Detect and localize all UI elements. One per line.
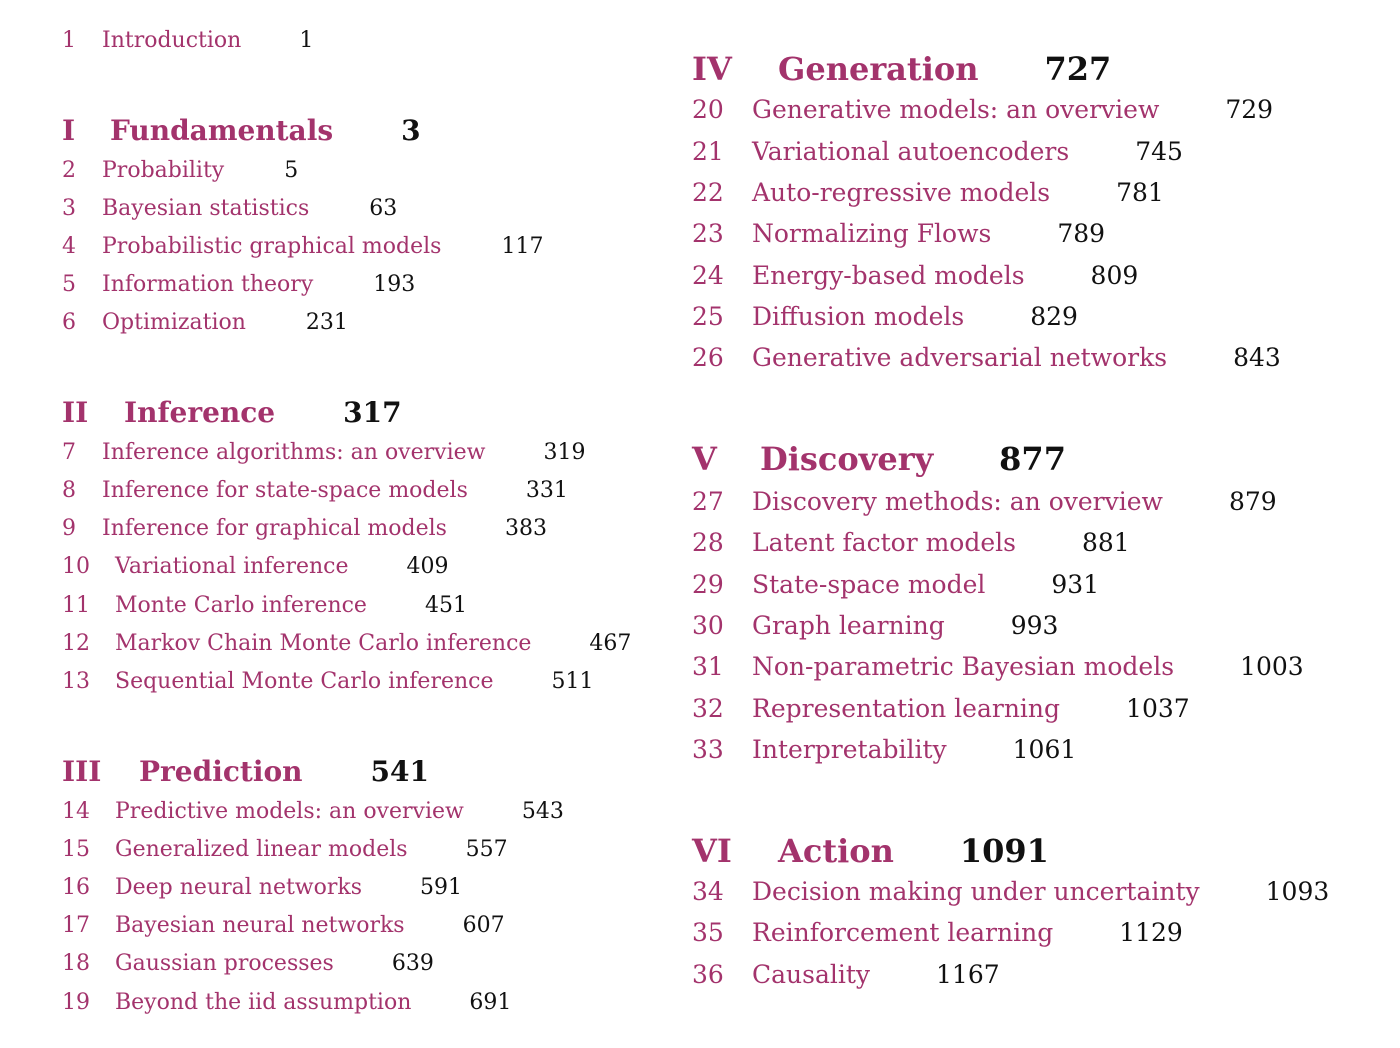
toc-entry[interactable] xyxy=(692,611,1058,640)
toc-entry[interactable] xyxy=(692,735,1076,764)
part-title: Generation xyxy=(778,50,979,88)
chapter-number: 20 xyxy=(692,95,724,124)
chapter-title: Auto-regressive models xyxy=(752,178,1051,207)
toc-entry[interactable] xyxy=(62,234,543,259)
part-number: II xyxy=(62,396,89,429)
chapter-number: 14 xyxy=(62,799,90,824)
toc-entry[interactable] xyxy=(692,652,1304,681)
chapter-title: Representation learning xyxy=(752,694,1061,723)
toc-entry[interactable] xyxy=(62,799,564,824)
page-number: 843 xyxy=(1233,343,1281,372)
chapter-number: 17 xyxy=(62,913,90,938)
chapter-title: Bayesian statistics xyxy=(102,196,310,221)
toc-entry[interactable] xyxy=(62,951,434,976)
chapter-title: Generative models: an overview xyxy=(752,95,1160,124)
page-number: 691 xyxy=(469,990,512,1015)
chapter-number: 29 xyxy=(692,570,724,599)
part-heading-generation[interactable] xyxy=(692,50,1111,88)
chapter-title: Discovery methods: an overview xyxy=(752,487,1163,516)
page-number: 231 xyxy=(305,310,348,335)
chapter-number: 9 xyxy=(62,516,76,541)
page-number: 1129 xyxy=(1119,918,1183,947)
chapter-number: 8 xyxy=(62,478,76,503)
page-number: 511 xyxy=(551,669,594,694)
chapter-number: 18 xyxy=(62,951,90,976)
chapter-title: Variational autoencoders xyxy=(752,137,1070,166)
chapter-title: Generalized linear models xyxy=(115,837,408,862)
page-number: 409 xyxy=(406,554,449,579)
toc-entry[interactable] xyxy=(692,95,1273,124)
toc-entry[interactable] xyxy=(692,261,1138,290)
chapter-number: 31 xyxy=(692,652,724,681)
part-heading-prediction[interactable] xyxy=(62,755,429,788)
page-number: 1167 xyxy=(936,960,1000,989)
page-number: 1061 xyxy=(1012,735,1077,764)
toc-entry-introduction[interactable] xyxy=(62,28,313,53)
page-number: 541 xyxy=(370,755,429,788)
chapter-number: 15 xyxy=(62,837,90,862)
chapter-title: Information theory xyxy=(102,272,314,297)
chapter-number: 19 xyxy=(62,990,90,1015)
chapter-number: 3 xyxy=(62,196,76,221)
page-number: 331 xyxy=(525,478,568,503)
chapter-number: 6 xyxy=(62,310,76,335)
page-number: 745 xyxy=(1135,137,1183,166)
chapter-number: 24 xyxy=(692,261,724,290)
chapter-title: Inference for state-space models xyxy=(102,478,468,503)
chapter-number: 2 xyxy=(62,158,76,183)
page-number: 117 xyxy=(501,234,544,259)
chapter-title: Non-parametric Bayesian models xyxy=(752,652,1175,681)
toc-entry[interactable] xyxy=(62,593,467,618)
page-number: 5 xyxy=(284,158,299,183)
chapter-number: 12 xyxy=(62,631,90,656)
chapter-title: Predictive models: an overview xyxy=(115,799,464,824)
toc-entry[interactable] xyxy=(62,913,505,938)
toc-entry[interactable] xyxy=(62,272,415,297)
chapter-number: 26 xyxy=(692,343,724,372)
chapter-title: Inference algorithms: an overview xyxy=(102,440,486,465)
chapter-number: 10 xyxy=(62,554,90,579)
chapter-number: 25 xyxy=(692,302,724,331)
toc-entry[interactable] xyxy=(62,875,462,900)
page-number: 383 xyxy=(504,516,547,541)
chapter-title: Interpretability xyxy=(752,735,947,764)
chapter-number: 28 xyxy=(692,528,724,557)
toc-entry[interactable] xyxy=(692,302,1078,331)
chapter-title: Normalizing Flows xyxy=(752,219,992,248)
part-heading-inference[interactable] xyxy=(62,396,402,429)
page-number: 1091 xyxy=(959,832,1049,870)
toc-entry[interactable] xyxy=(692,694,1190,723)
toc-entry[interactable] xyxy=(62,158,298,183)
page-number: 467 xyxy=(589,631,632,656)
toc-entry[interactable] xyxy=(692,219,1105,248)
page-number: 781 xyxy=(1116,178,1164,207)
chapter-title: Monte Carlo inference xyxy=(115,593,367,618)
chapter-title: Latent factor models xyxy=(752,528,1016,557)
page-number: 193 xyxy=(373,272,416,297)
part-heading-fundamentals[interactable] xyxy=(62,114,421,147)
page-number: 789 xyxy=(1057,219,1106,248)
chapter-number: 21 xyxy=(692,137,724,166)
toc-entry[interactable] xyxy=(62,310,348,335)
chapter-title: Graph learning xyxy=(752,611,945,640)
toc-entry[interactable] xyxy=(692,178,1164,207)
chapter-title: Inference for graphical models xyxy=(102,516,447,541)
chapter-title: Probabilistic graphical models xyxy=(102,234,442,259)
page-number: 809 xyxy=(1090,261,1139,290)
chapter-title: Variational inference xyxy=(115,554,349,579)
chapter-title: State-space model xyxy=(752,570,986,599)
toc-entry[interactable] xyxy=(62,554,449,579)
page-number: 1093 xyxy=(1265,877,1330,906)
part-title: Fundamentals xyxy=(110,114,334,147)
page-number: 451 xyxy=(424,593,467,618)
part-number: V xyxy=(692,440,717,478)
chapter-number: 4 xyxy=(62,234,76,259)
toc-entry[interactable] xyxy=(692,137,1183,166)
page-number: 879 xyxy=(1228,487,1277,516)
chapter-number: 11 xyxy=(62,593,90,618)
chapter-number: 34 xyxy=(692,877,724,906)
page-number: 829 xyxy=(1030,302,1078,331)
page-number: 319 xyxy=(543,440,586,465)
toc-entry[interactable] xyxy=(692,343,1281,372)
chapter-title: Causality xyxy=(752,960,871,989)
page-number: 729 xyxy=(1225,95,1274,124)
part-title: Inference xyxy=(124,396,276,429)
toc-entry[interactable] xyxy=(62,196,397,221)
chapter-number: 27 xyxy=(692,487,724,516)
toc-entry[interactable] xyxy=(62,837,508,862)
part-number: III xyxy=(62,755,102,788)
part-title: Action xyxy=(778,832,894,870)
toc-entry[interactable] xyxy=(692,877,1329,906)
toc-entry[interactable] xyxy=(692,528,1130,557)
part-number: IV xyxy=(692,50,732,88)
part-title: Prediction xyxy=(139,755,303,788)
part-heading-action[interactable] xyxy=(692,832,1049,870)
chapter-title: Energy-based models xyxy=(752,261,1025,290)
part-title: Discovery xyxy=(760,440,934,478)
chapter-title: Diffusion models xyxy=(752,302,965,331)
toc-entry[interactable] xyxy=(62,440,585,465)
chapter-number: 1 xyxy=(62,28,76,53)
page-number: 1037 xyxy=(1126,694,1190,723)
toc-entry[interactable] xyxy=(62,516,547,541)
chapter-number: 36 xyxy=(692,960,724,989)
page-number: 543 xyxy=(521,799,564,824)
chapter-title: Optimization xyxy=(102,310,246,335)
chapter-number: 13 xyxy=(62,669,90,694)
chapter-title: Markov Chain Monte Carlo inference xyxy=(115,631,532,656)
chapter-title: Decision making under uncertainty xyxy=(752,877,1200,906)
toc-entry[interactable] xyxy=(62,990,511,1015)
page-number: 1003 xyxy=(1240,652,1304,681)
part-heading-discovery[interactable] xyxy=(692,440,1066,478)
page-number: 727 xyxy=(1044,50,1112,88)
chapter-title: Introduction xyxy=(102,28,242,53)
chapter-number: 35 xyxy=(692,918,724,947)
toc-entry[interactable] xyxy=(692,487,1277,516)
chapter-title: Sequential Monte Carlo inference xyxy=(115,669,494,694)
toc-entry[interactable] xyxy=(62,478,568,503)
chapter-number: 32 xyxy=(692,694,724,723)
chapter-number: 23 xyxy=(692,219,724,248)
toc-entry[interactable] xyxy=(692,570,1099,599)
chapter-title: Deep neural networks xyxy=(115,875,363,900)
page-number: 557 xyxy=(465,837,508,862)
page-number: 63 xyxy=(369,196,398,221)
chapter-number: 33 xyxy=(692,735,724,764)
part-number: I xyxy=(62,114,76,147)
chapter-number: 5 xyxy=(62,272,76,297)
chapter-number: 7 xyxy=(62,440,76,465)
page-number: 881 xyxy=(1081,528,1130,557)
page-number: 317 xyxy=(343,396,402,429)
page-number: 993 xyxy=(1010,611,1059,640)
chapter-number: 16 xyxy=(62,875,90,900)
chapter-number: 22 xyxy=(692,178,724,207)
chapter-title: Generative adversarial networks xyxy=(752,343,1168,372)
page-number: 1 xyxy=(299,28,314,53)
chapter-number: 30 xyxy=(692,611,724,640)
chapter-title: Probability xyxy=(102,158,225,183)
toc-entry[interactable] xyxy=(62,669,594,694)
toc-entry[interactable] xyxy=(692,918,1183,947)
page-number: 931 xyxy=(1051,570,1100,599)
page-number: 877 xyxy=(999,440,1066,478)
part-number: VI xyxy=(692,832,732,870)
page-number: 607 xyxy=(462,913,505,938)
chapter-title: Reinforcement learning xyxy=(752,918,1054,947)
toc-entry[interactable] xyxy=(62,631,631,656)
toc-entry[interactable] xyxy=(692,960,1000,989)
chapter-title: Bayesian neural networks xyxy=(115,913,405,938)
page-number: 3 xyxy=(401,114,421,147)
page-number: 639 xyxy=(391,951,434,976)
page-number: 591 xyxy=(420,875,463,900)
chapter-title: Gaussian processes xyxy=(115,951,334,976)
chapter-title: Beyond the iid assumption xyxy=(115,990,412,1015)
